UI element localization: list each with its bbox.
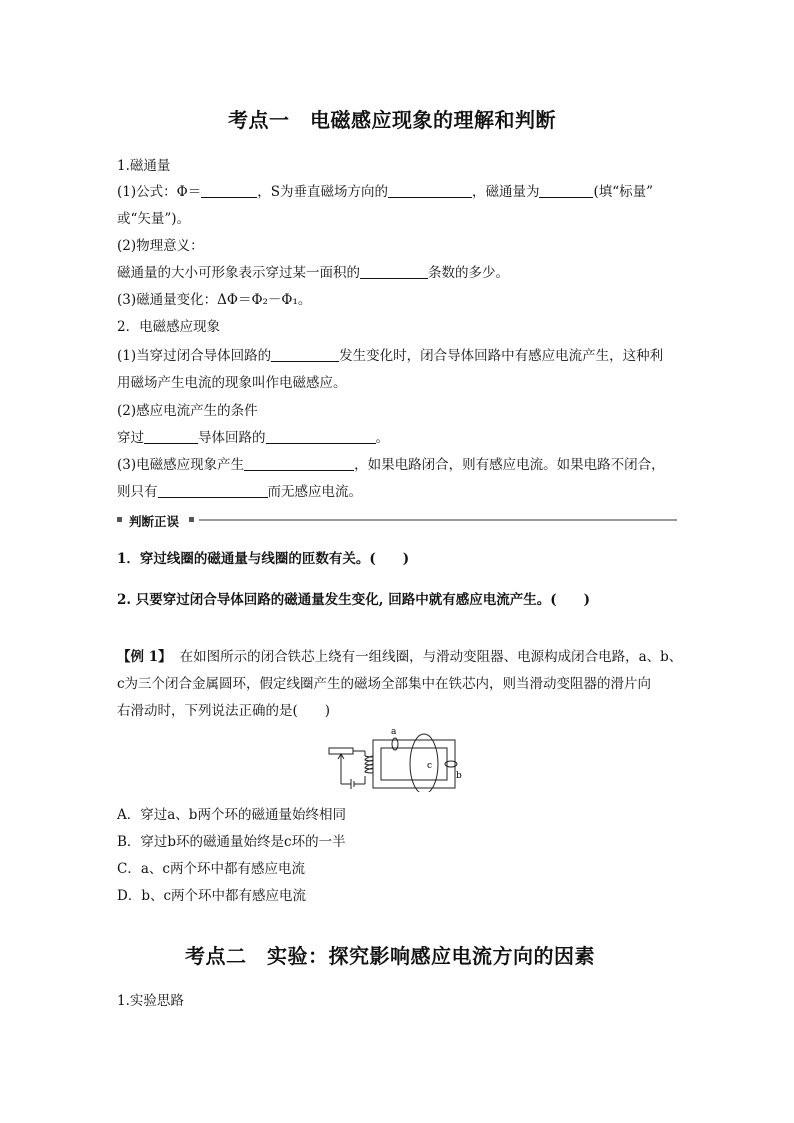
fig-label-b: b <box>456 771 462 781</box>
meaning-heading: (2)物理意义： <box>117 238 204 254</box>
example-line-3: 右滑动时，下列说法正确的是( ) <box>117 703 331 719</box>
example-line-1: 【例 1】 在如图所示的闭合铁芯上绕有一组线圈，与滑动变阻器、电源构成闭合电路，a、b、 <box>117 649 683 665</box>
blank-type <box>539 183 593 198</box>
blank-lines <box>360 264 428 279</box>
example-line-2: c为三个闭合金属圆环，假定线圈产生的磁场全部集中在铁芯内，则当滑动变阻器的滑片向 <box>117 676 652 692</box>
phenomenon-line-1: (3)电磁感应现象产生 ，如果电路闭合，则有感应电流。如果电路不闭合， <box>117 457 665 473</box>
phenomenon-line-2: 则只有 而无感应电流。 <box>117 484 362 500</box>
judge-divider <box>117 512 677 528</box>
induction-line-2: 用磁场产生电流的现象叫作电磁感应。 <box>117 375 347 391</box>
judge-question-2: 2. 只要穿过闭合导体回路的磁通量发生变化, 回路中就有感应电流产生。( ) <box>117 592 590 608</box>
option-b: B．穿过b环的磁通量始终是c环的一半 <box>117 834 346 850</box>
section2-line-1: 1.实验思路 <box>117 993 184 1009</box>
fig-label-a: a <box>391 727 397 737</box>
judge-question-1: 1．穿过线圈的磁通量与线圈的匝数有关。( ) <box>117 551 410 567</box>
circuit-figure <box>325 726 465 792</box>
flux-heading: 1.磁通量 <box>117 158 171 174</box>
blank-emf-only <box>158 483 268 498</box>
blank-flux <box>271 347 339 362</box>
judge-label: 判断正误 <box>129 514 180 529</box>
formula-line-cont: 或“矢量”)。 <box>117 211 191 227</box>
option-c: C．a、c两个环中都有感应电流 <box>117 861 305 877</box>
blank-emf <box>244 456 354 471</box>
fig-label-c: c <box>427 761 433 771</box>
option-d: D．b、c两个环中都有感应电流 <box>117 888 307 904</box>
divider-square-icon <box>117 517 122 522</box>
condition-line: 穿过 导体回路的 。 <box>117 430 389 446</box>
blank-change <box>266 429 376 444</box>
iron-core <box>373 740 455 788</box>
flux-change-line: (3)磁通量变化：ΔΦ＝Φ₂－Φ₁。 <box>117 292 312 308</box>
example-tag: 【例 1】 <box>117 649 172 665</box>
divider-square-icon <box>189 517 194 522</box>
blank-formula <box>201 183 257 198</box>
ring-c <box>410 734 438 792</box>
option-a: A．穿过a、b两个环的磁通量始终相同 <box>117 807 346 823</box>
blank-area <box>388 183 472 198</box>
induction-heading: 2．电磁感应现象 <box>117 319 221 335</box>
divider-rule <box>199 519 677 521</box>
section2-title: 考点二 实验：探究影响感应电流方向的因素 <box>185 944 595 968</box>
condition-heading: (2)感应电流产生的条件 <box>117 403 258 419</box>
induction-line-1: (1)当穿过闭合导体回路的 发生变化时，闭合导体回路中有感应电流产生，这种利 <box>117 348 664 364</box>
formula-line: (1)公式：Φ＝ ，S为垂直磁场方向的 ，磁通量为 (填“标量” <box>117 184 654 200</box>
blank-closed <box>144 429 198 444</box>
meaning-line: 磁通量的大小可形象表示穿过某一面积的 条数的多少。 <box>117 265 509 281</box>
coil-icon <box>365 756 373 773</box>
section1-title: 考点一 电磁感应现象的理解和判断 <box>228 108 556 132</box>
